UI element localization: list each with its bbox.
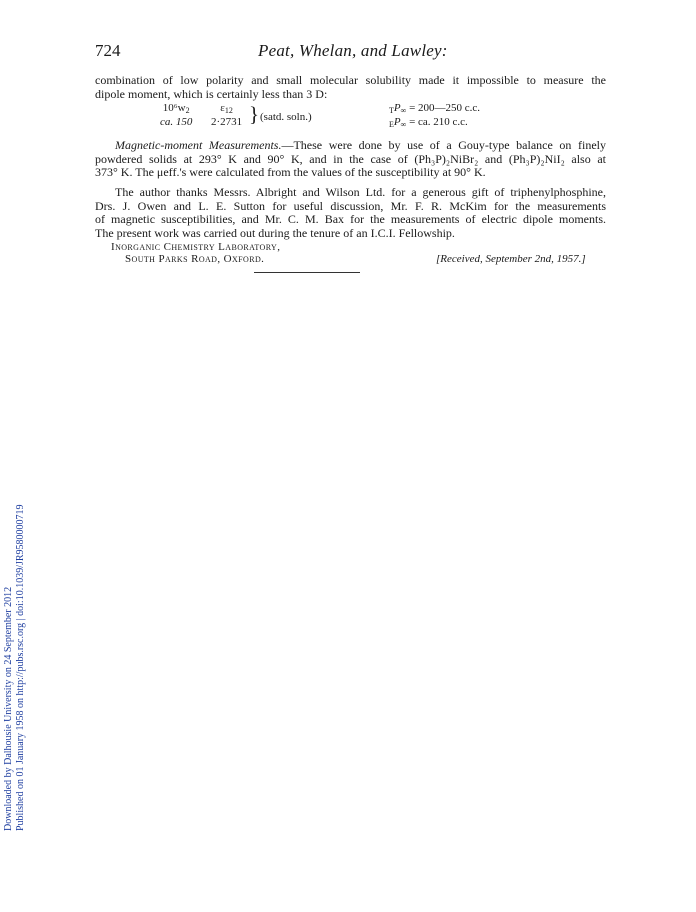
paragraph-acknowledgements — [95, 186, 606, 240]
equation-value: = ca. 210 c.c. — [409, 116, 468, 128]
text-line: powdered solids at 293° K and 90° K, and in the case of (Ph₃P)₂NiBr₂ and (Ph₃P)₂NiI₂ also at — [95, 151, 606, 166]
address-line: South Parks Road, Oxford. — [125, 253, 265, 265]
text-line: Drs. J. Owen and L. E. Sutton for useful discussion, Mr. F. R. McKim for the measurements — [95, 198, 606, 213]
watermark-line: Published on 01 January 1958 on http://pubs.rsc.org | doi:10.1039/JR9580000719 — [15, 504, 26, 831]
brace-symbol: } — [249, 102, 260, 126]
equation-block — [152, 103, 572, 131]
equation-symbol: P — [393, 116, 401, 128]
watermark-line: Downloaded by Dalhousie University on 24 September 2012 — [3, 586, 14, 831]
equation-subscript: ∞ — [400, 120, 407, 129]
text-line: combination of low polarity and small molecular solubility made it impossible to measure the — [95, 73, 606, 87]
equation-col-weight — [160, 103, 192, 128]
text-segment: —These were done by use of a Gouy-type balance on finely — [281, 138, 607, 152]
page-number: 724 — [95, 41, 121, 60]
download-watermark — [3, 431, 27, 831]
section-heading: Magnetic-moment Measurements. — [115, 138, 282, 152]
equation-value: 2·2731 — [211, 116, 243, 128]
received-text: [Received, September 2nd, 1957.] — [436, 253, 586, 265]
equation-col-polarization — [389, 103, 480, 131]
end-rule — [254, 272, 360, 273]
equation-symbol: ε — [220, 102, 225, 114]
equation-subscript: 12 — [224, 106, 233, 115]
equation-prefix: T — [389, 106, 394, 115]
equation-value: ca. 150 — [160, 116, 193, 128]
received-date — [436, 253, 586, 265]
equation-subscript: 2 — [185, 106, 190, 115]
equation-prefix: E — [389, 120, 394, 129]
paragraph-dipole — [95, 74, 606, 101]
text-line — [95, 139, 606, 153]
address-block — [111, 241, 280, 265]
equation-col-epsilon — [211, 103, 242, 128]
equation-subscript: ∞ — [400, 106, 407, 115]
equation-symbol: P — [393, 102, 401, 114]
equation-value: = 200—250 c.c. — [409, 102, 481, 114]
text-line: dipole moment, which is certainly less than 3 D: — [95, 86, 328, 101]
equation-symbol: 10⁶w — [162, 102, 186, 114]
text-line: 373° K. The μeff.'s were calculated from the values of the susceptibility at 90° K. — [95, 165, 486, 180]
running-head: Peat, Whelan, and Lawley: — [258, 41, 448, 60]
equation-note: (satd. soln.) — [260, 111, 312, 123]
text-line: The author thanks Messrs. Albright and Wilson Ltd. for a generous gift of triphenylphosphine, — [115, 185, 606, 199]
text-line: The present work was carried out during the tenure of an I.C.I. Fellowship. — [95, 225, 455, 240]
paragraph-magnetic — [95, 139, 606, 180]
address-line: Inorganic Chemistry Laboratory, — [111, 241, 281, 253]
text-line: of magnetic susceptibilities, and Mr. C. M. Bax for the measurements of electric dipole moments. — [95, 212, 606, 227]
